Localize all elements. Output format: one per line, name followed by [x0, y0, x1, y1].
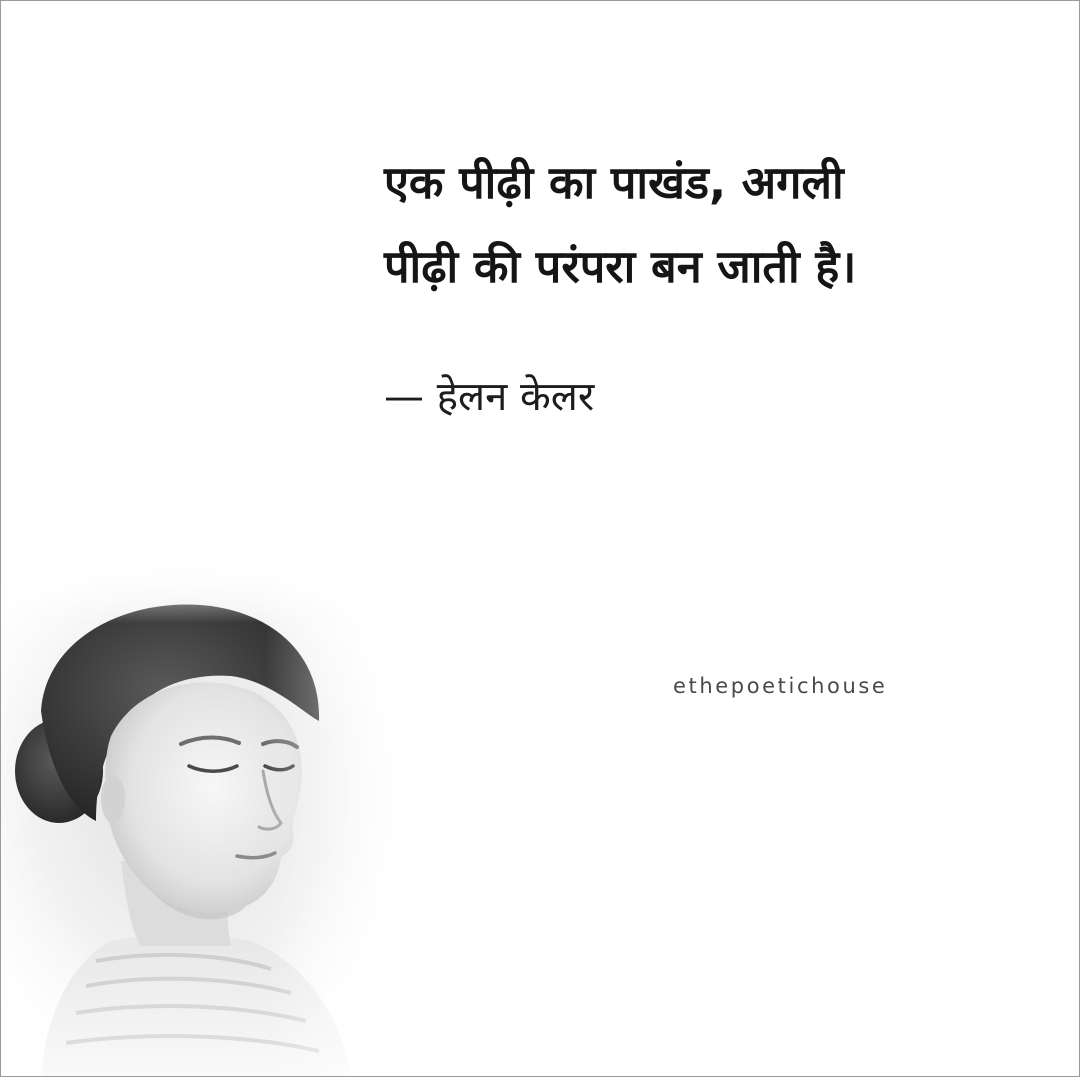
quote-line-1: एक पीढ़ी का पाखंड, अगली	[384, 156, 844, 209]
quote-author: — हेलन केलर	[384, 374, 595, 420]
quote-line-2: पीढ़ी की परंपरा बन जाती है।	[384, 240, 857, 293]
portrait-photo-icon	[1, 561, 441, 1077]
instagram-handle: ethepoetichouse	[673, 674, 888, 698]
quote-text	[384, 141, 1024, 309]
